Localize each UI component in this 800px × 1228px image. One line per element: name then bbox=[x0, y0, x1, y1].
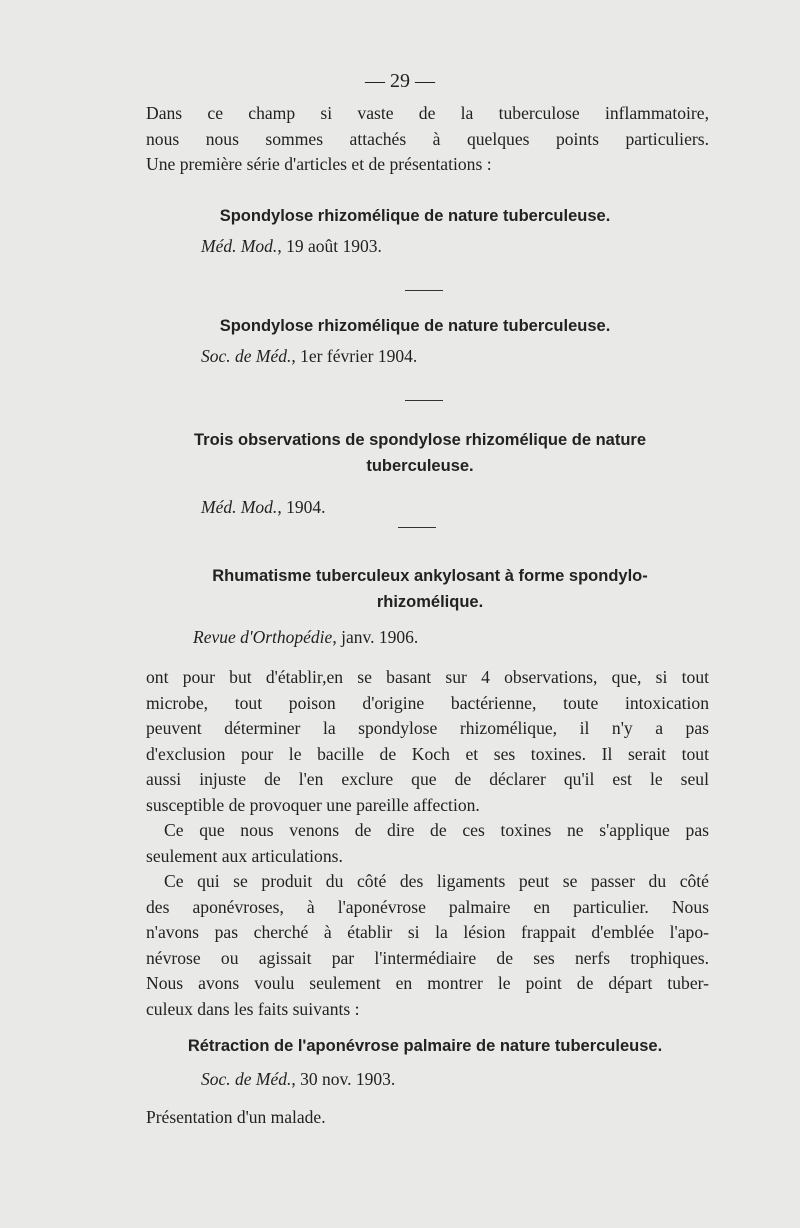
body-line: microbe, tout poison d'origine bactérienne, toute intoxication bbox=[146, 692, 709, 713]
citation-source: Soc. de Méd. bbox=[201, 346, 292, 366]
citation-source: Méd. Mod. bbox=[201, 236, 278, 256]
body-line: d'exclusion pour le bacille de Koch et ses toxines. Il serait tout bbox=[146, 743, 709, 764]
page-number: — 29 — bbox=[365, 70, 435, 92]
entry-citation bbox=[193, 627, 418, 648]
intro-paragraph bbox=[146, 101, 709, 178]
separator-rule bbox=[398, 527, 436, 528]
entry-title: Spondylose rhizomélique de nature tuberculeuse. bbox=[219, 207, 611, 225]
intro-line: Une première série d'articles et de présentations : bbox=[146, 154, 492, 174]
body-line: peuvent déterminer la spondylose rhizomélique, il n'y a pas bbox=[146, 718, 709, 738]
body-paragraph bbox=[146, 665, 709, 1022]
entry-title-line: tuberculeuse. bbox=[366, 457, 474, 475]
body-line: Nous avons voulu seulement en montrer le point de départ tuber- bbox=[146, 973, 709, 993]
entry-note: Présentation d'un malade. bbox=[146, 1107, 326, 1127]
citation-date: , 30 nov. 1903. bbox=[291, 1069, 396, 1089]
entry-citation bbox=[201, 497, 325, 518]
body-line: susceptible de provoquer une pareille affection. bbox=[146, 794, 480, 815]
body-line: aussi injuste de l'en exclure que de déclarer qu'il est le seul bbox=[146, 769, 709, 789]
entry-title bbox=[130, 563, 730, 615]
entry-title: Rétraction de l'aponévrose palmaire de nature tuberculeuse. bbox=[187, 1037, 663, 1055]
citation-source: Revue d'Orthopédie bbox=[193, 627, 333, 647]
citation-date: , 19 août 1903. bbox=[277, 236, 382, 256]
entry-citation bbox=[201, 346, 417, 367]
body-line: culeux dans les faits suivants : bbox=[146, 998, 360, 1019]
body-line: Ce que nous venons de dire de ces toxines ne s'applique pas bbox=[164, 820, 709, 840]
citation-source: Soc. de Méd. bbox=[201, 1069, 292, 1089]
separator-rule bbox=[405, 290, 443, 291]
body-line: ont pour but d'établir,en se basant sur 4 observations, que, si tout bbox=[146, 667, 709, 687]
body-line: seulement aux articulations. bbox=[146, 845, 343, 866]
body-line: Ce qui se produit du côté des ligaments peut se passer du côté bbox=[164, 871, 709, 891]
body-line: névrose ou agissait par l'intermédiaire de ses nerfs trophiques. bbox=[146, 947, 709, 968]
body-line: n'avons pas cherché à établir si la lésion frappait d'emblée l'apo- bbox=[146, 922, 709, 942]
intro-line: Dans ce champ si vaste de la tuberculose inflammatoire, bbox=[146, 103, 709, 123]
citation-date: , 1904. bbox=[277, 497, 326, 517]
body-line: des aponévroses, à l'aponévrose palmaire en particulier. Nous bbox=[146, 896, 709, 917]
entry-citation bbox=[201, 1069, 395, 1090]
entry-title-line: Rhumatisme tuberculeux ankylosant à forme spondylo- bbox=[212, 567, 648, 585]
intro-line: nous nous sommes attachés à quelques points particuliers. bbox=[146, 128, 709, 149]
entry-title-line: Trois observations de spondylose rhizomélique de nature bbox=[193, 431, 647, 449]
entry-title-line: rhizomélique. bbox=[376, 593, 484, 611]
entry-citation bbox=[201, 236, 382, 257]
entry-title bbox=[130, 427, 710, 479]
entry-title: Spondylose rhizomélique de nature tuberculeuse. bbox=[219, 317, 611, 335]
separator-rule bbox=[405, 400, 443, 401]
citation-date: , 1er février 1904. bbox=[291, 346, 418, 366]
citation-source: Méd. Mod. bbox=[201, 497, 278, 517]
citation-date: , janv. 1906. bbox=[332, 627, 419, 647]
